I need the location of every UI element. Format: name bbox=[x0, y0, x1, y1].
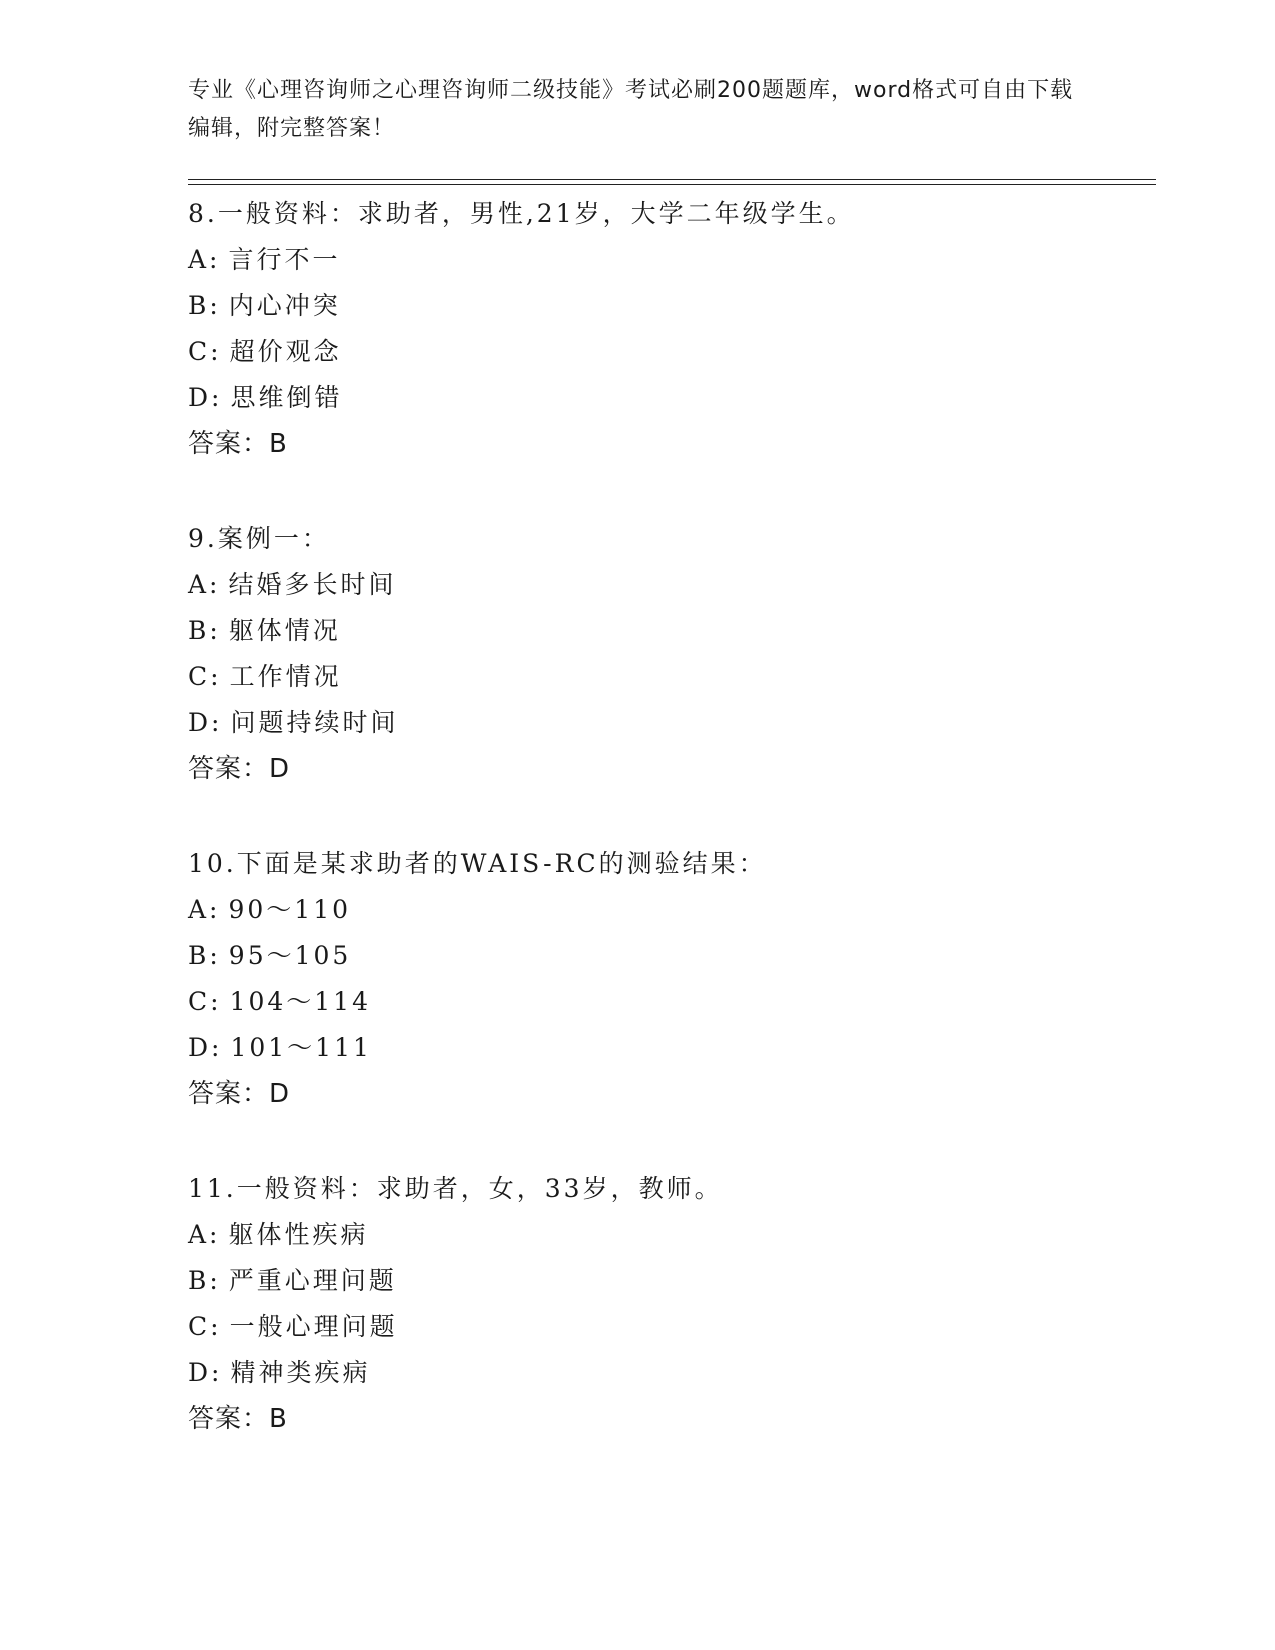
option-a bbox=[188, 237, 1148, 283]
option-letter: B: bbox=[188, 616, 221, 645]
option-text: 超价观念 bbox=[229, 337, 342, 366]
option-text: 结婚多长时间 bbox=[228, 570, 397, 599]
option-letter: D: bbox=[188, 1033, 223, 1062]
option-letter: D: bbox=[188, 1358, 223, 1387]
option-letter: B: bbox=[188, 291, 221, 320]
question-stem: 11.一般资料：求助者，女，33岁，教师。 bbox=[188, 1174, 723, 1203]
option-a bbox=[188, 562, 1148, 608]
header-divider-top bbox=[188, 179, 1156, 180]
option-a bbox=[188, 887, 1148, 933]
option-text: 95～105 bbox=[228, 941, 352, 970]
question-stem: 10.下面是某求助者的WAIS-RC的测验结果： bbox=[188, 849, 767, 878]
option-text: 躯体情况 bbox=[228, 616, 341, 645]
option-c bbox=[188, 329, 1148, 375]
option-text: 内心冲突 bbox=[228, 291, 341, 320]
option-d bbox=[188, 1025, 1148, 1071]
option-text: 思维倒错 bbox=[230, 383, 343, 412]
option-letter: D: bbox=[188, 383, 223, 412]
option-b bbox=[188, 608, 1148, 654]
option-text: 言行不一 bbox=[228, 245, 341, 274]
option-letter: A: bbox=[188, 895, 221, 924]
option-letter: D: bbox=[188, 708, 223, 737]
option-d bbox=[188, 1350, 1148, 1396]
option-letter: C: bbox=[188, 987, 222, 1016]
option-d bbox=[188, 375, 1148, 421]
option-letter: A: bbox=[188, 245, 221, 274]
answer-line: 答案：B bbox=[188, 429, 288, 459]
answer-line: 答案：D bbox=[188, 1079, 291, 1109]
option-letter: A: bbox=[188, 1220, 221, 1249]
option-letter: C: bbox=[188, 1312, 222, 1341]
option-b bbox=[188, 1258, 1148, 1304]
option-text: 严重心理问题 bbox=[228, 1266, 397, 1295]
option-text: 精神类疾病 bbox=[230, 1358, 371, 1387]
option-c bbox=[188, 979, 1148, 1025]
answer-line: 答案：D bbox=[188, 754, 291, 784]
option-text: 躯体性疾病 bbox=[228, 1220, 369, 1249]
document-header: 专业《心理咨询师之心理咨询师二级技能》考试必刷200题题库，word格式可自由下载编辑，附完整答案！ bbox=[188, 78, 1074, 141]
option-text: 90～110 bbox=[228, 895, 352, 924]
option-text: 一般心理问题 bbox=[229, 1312, 398, 1341]
option-b bbox=[188, 283, 1148, 329]
header-divider-bottom bbox=[188, 184, 1156, 185]
question-8 bbox=[188, 191, 1148, 467]
option-text: 工作情况 bbox=[229, 662, 342, 691]
option-text: 101～111 bbox=[230, 1033, 372, 1062]
question-10 bbox=[188, 841, 1148, 1117]
question-stem: 8.一般资料：求助者，男性,21岁，大学二年级学生。 bbox=[188, 199, 855, 228]
option-b bbox=[188, 933, 1148, 979]
option-letter: C: bbox=[188, 662, 222, 691]
option-c bbox=[188, 654, 1148, 700]
option-c bbox=[188, 1304, 1148, 1350]
option-a bbox=[188, 1212, 1148, 1258]
question-list bbox=[188, 191, 1148, 1491]
option-letter: C: bbox=[188, 337, 222, 366]
option-letter: B: bbox=[188, 941, 221, 970]
question-stem: 9.案例一： bbox=[188, 524, 330, 553]
option-text: 问题持续时间 bbox=[230, 708, 399, 737]
option-letter: B: bbox=[188, 1266, 221, 1295]
question-9 bbox=[188, 516, 1148, 792]
option-d bbox=[188, 700, 1148, 746]
answer-line: 答案：B bbox=[188, 1404, 288, 1434]
option-text: 104～114 bbox=[229, 987, 371, 1016]
option-letter: A: bbox=[188, 570, 221, 599]
question-11 bbox=[188, 1166, 1148, 1442]
